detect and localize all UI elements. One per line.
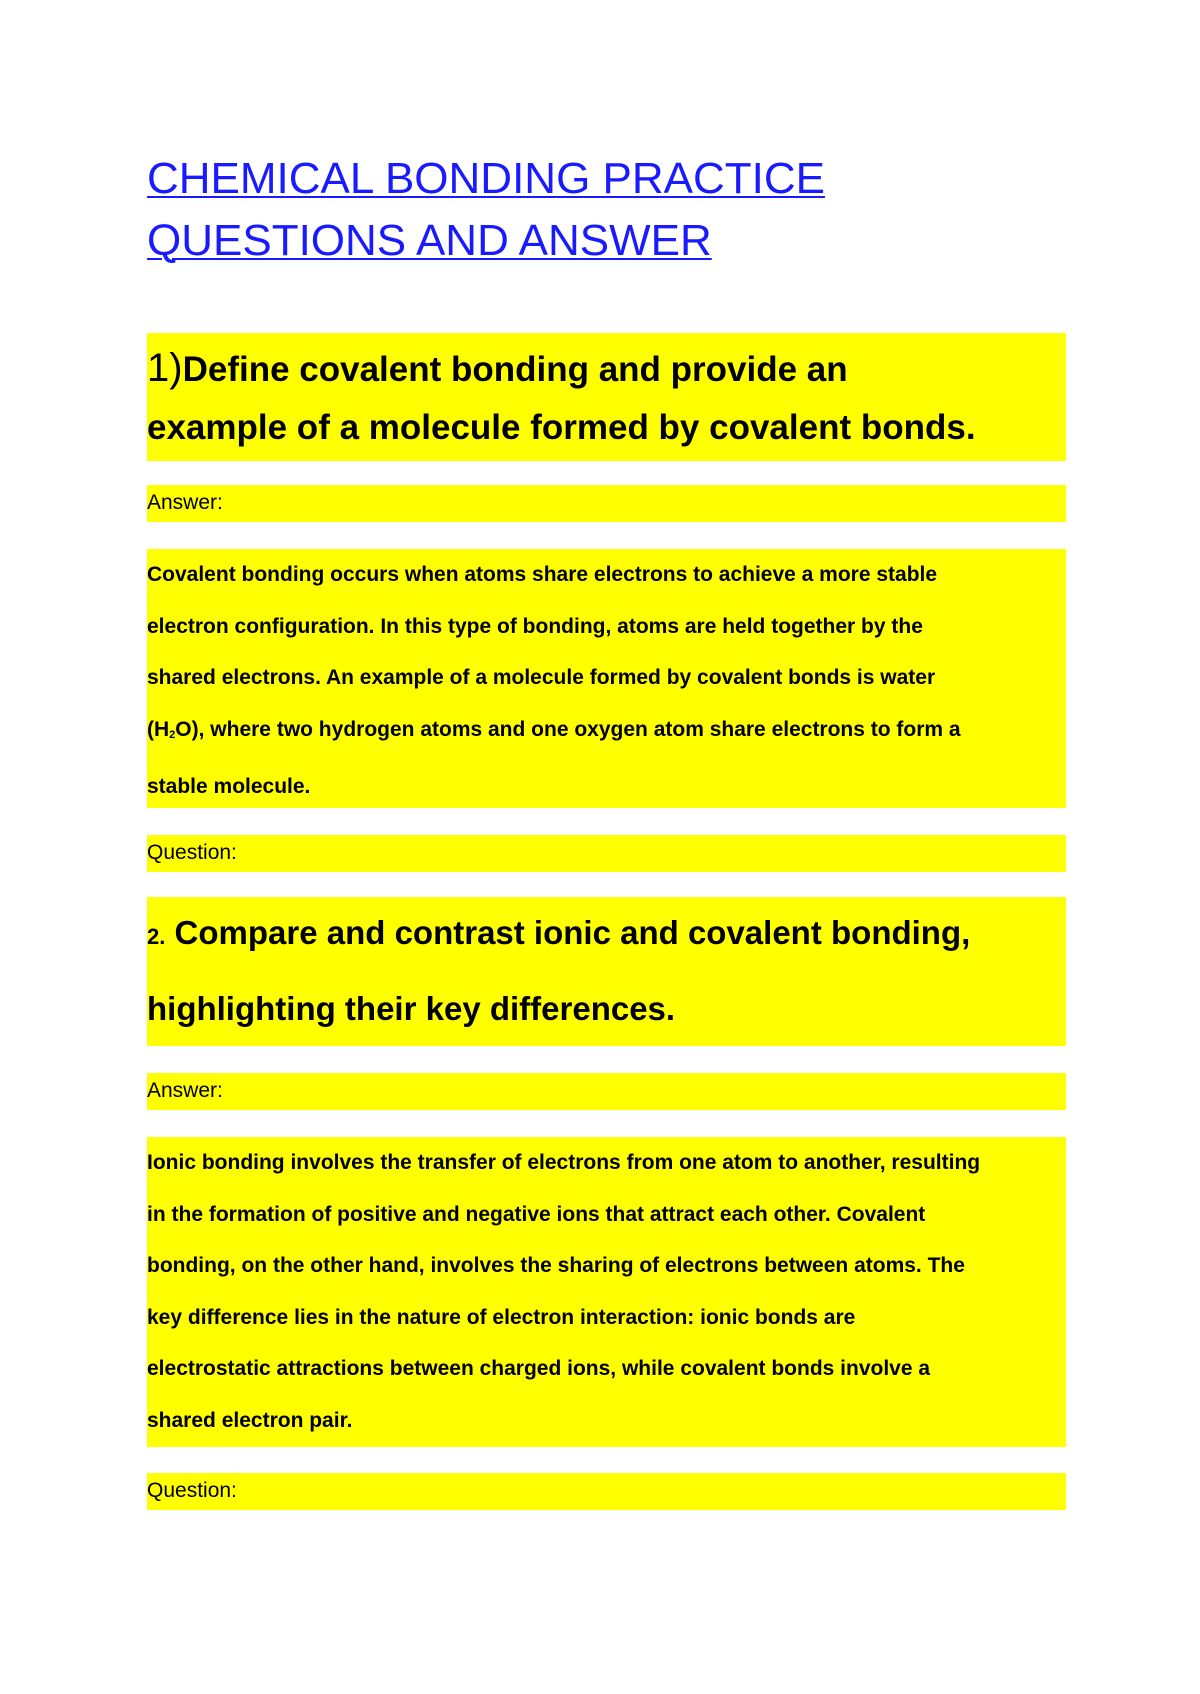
question-2-number: 2. [147, 924, 166, 949]
answer-1-line-2: electron configuration. In this type of bonding, atoms are held together by the [147, 614, 923, 638]
answer-1-line-5: stable molecule. [147, 775, 311, 798]
question-label-1: Question: [147, 841, 237, 864]
answer-1-line-4-post: O), where two hydrogen atoms and one oxygen atom share electrons to form a [175, 717, 961, 741]
question-label-box-2 [147, 1473, 1066, 1510]
answer-2-line-5: electrostatic attractions between charged ions, while covalent bonds involve a [147, 1357, 931, 1380]
question-2-heading-line-1: Compare and contrast ionic and covalent bonding, [165, 914, 971, 951]
answer-1-label: Answer: [147, 491, 223, 514]
answer-1-label-box [147, 485, 1066, 522]
question-label-box-1 [147, 835, 1066, 872]
question-1-number: 1) [147, 346, 183, 390]
answer-1-line-4-pre: (H [147, 717, 170, 741]
answer-2-label: Answer: [147, 1079, 223, 1102]
question-1-heading-line-1: Define covalent bonding and provide an [182, 350, 848, 389]
subscript-2: 2 [169, 728, 176, 741]
question-1-heading [147, 333, 1066, 461]
question-1-heading-line-2: example of a molecule formed by covalent bonds. [147, 408, 976, 447]
question-label-2: Question: [147, 1479, 237, 1502]
answer-1-line-4 [147, 718, 961, 741]
answer-2-line-6: shared electron pair. [147, 1408, 353, 1432]
answer-1-line-3: shared electrons. An example of a molecule formed by covalent bonds is water [147, 666, 936, 689]
answer-2-line-4: key difference lies in the nature of electron interaction: ionic bonds are [147, 1305, 856, 1329]
answer-2-line-2: in the formation of positive and negative ions that attract each other. Covalent [147, 1202, 926, 1226]
answer-2-line-1: Ionic bonding involves the transfer of electrons from one atom to another, resulting [147, 1151, 981, 1174]
answer-2-label-box [147, 1073, 1066, 1110]
question-2-heading [147, 897, 1066, 1046]
answer-2-body [147, 1137, 1066, 1447]
answer-2-line-3: bonding, on the other hand, involves the sharing of electrons between atoms. The [147, 1254, 965, 1277]
question-2-heading-line-2: highlighting their key differences. [147, 990, 676, 1027]
title-line-1[interactable]: CHEMICAL BONDING PRACTICE [147, 154, 826, 203]
document-title[interactable] [147, 148, 1047, 272]
answer-1-line-1: Covalent bonding occurs when atoms share electrons to achieve a more stable [147, 563, 938, 586]
title-line-2[interactable]: QUESTIONS AND ANSWER [147, 216, 712, 265]
answer-1-body [147, 549, 1066, 808]
